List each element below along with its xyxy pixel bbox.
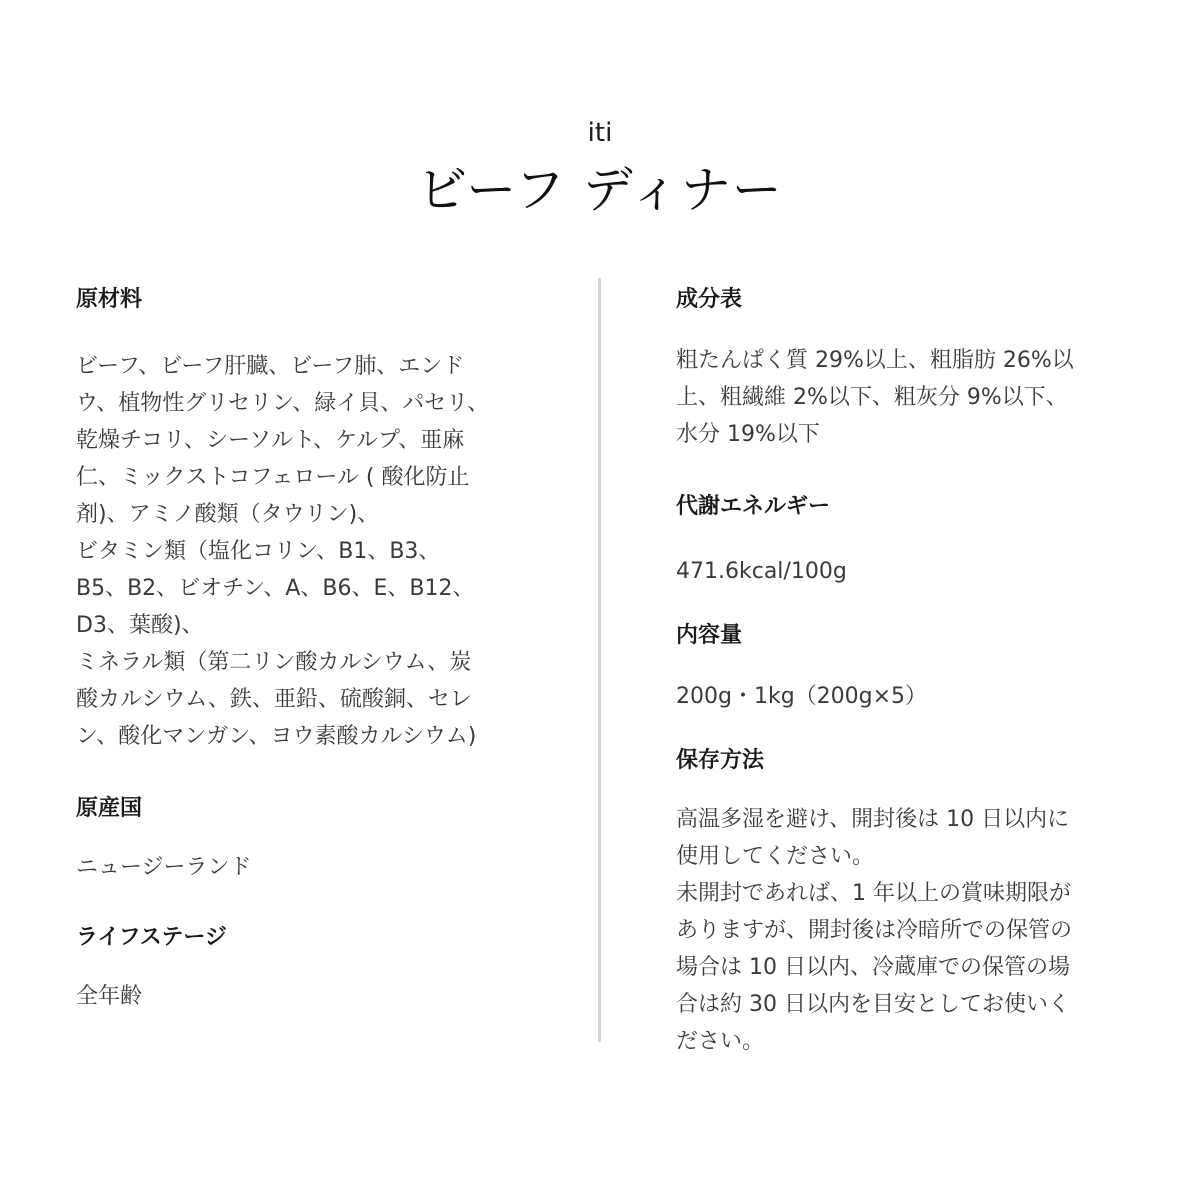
storage-heading: 保存方法 (676, 748, 765, 773)
life-stage-heading: ライフステージ (76, 925, 227, 950)
ingredients-section (76, 282, 546, 755)
analysis-section (676, 282, 1136, 453)
contents-text: 200g・1kg（200g×5） (676, 684, 928, 709)
product-title: ビーフ ディナー (417, 161, 783, 219)
left-column (76, 282, 546, 1015)
right-column (676, 282, 1136, 1060)
contents-heading: 内容量 (676, 623, 743, 648)
origin-heading: 原産国 (76, 796, 143, 821)
energy-section (676, 489, 1136, 590)
storage-section (676, 743, 1136, 1060)
life-stage-text: 全年齢 (76, 984, 143, 1009)
ingredients-text: ビーフ、ビーフ肝臓、ビーフ肺、エンド ウ、植物性グリセリン、緑イ貝、パセリ、 乾燥チコリ、シーソルト、ケルプ、亜麻 仁、ミックストコフェロール ( 酸化防止 剤)、アミノ酸類（タウリン)、 ビタミン類（塩化コリン、B1、B3、 B5、B2、ビオチン、A、B6、E、B12、 D3、葉酸)、 ミネラル類（第二リン酸カルシウム、炭 酸カルシウム、鉄、亜鉛、硫酸銅、セレ ン、酸化マンガン、ヨウ素酸カルシウム) (76, 354, 490, 749)
column-divider (598, 278, 601, 1042)
origin-text: ニュージーランド (76, 855, 252, 880)
brand-name: iti (587, 118, 613, 148)
storage-text: 高温多湿を避け、開封後は 10 日以内に 使用してください。 未開封であれば、1 年以上の賞味期限が ありますが、開封後は冷暗所での保管の 場合は 10 日以内、冷蔵庫での保管の場 合は約 30 日以内を目安としてお使いく ださい。 (676, 807, 1073, 1054)
energy-heading: 代謝エネルギー (676, 494, 831, 519)
contents-section (676, 618, 1136, 715)
analysis-heading: 成分表 (676, 287, 743, 312)
ingredients-heading: 原材料 (76, 287, 143, 312)
life-stage-section (76, 920, 546, 1015)
energy-text: 471.6kcal/100g (676, 559, 847, 584)
origin-section (76, 791, 546, 886)
analysis-text: 粗たんぱく質 29%以上、粗脂肪 26%以 上、粗繊維 2%以下、粗灰分 9%以下、 水分 19%以下 (676, 348, 1074, 447)
